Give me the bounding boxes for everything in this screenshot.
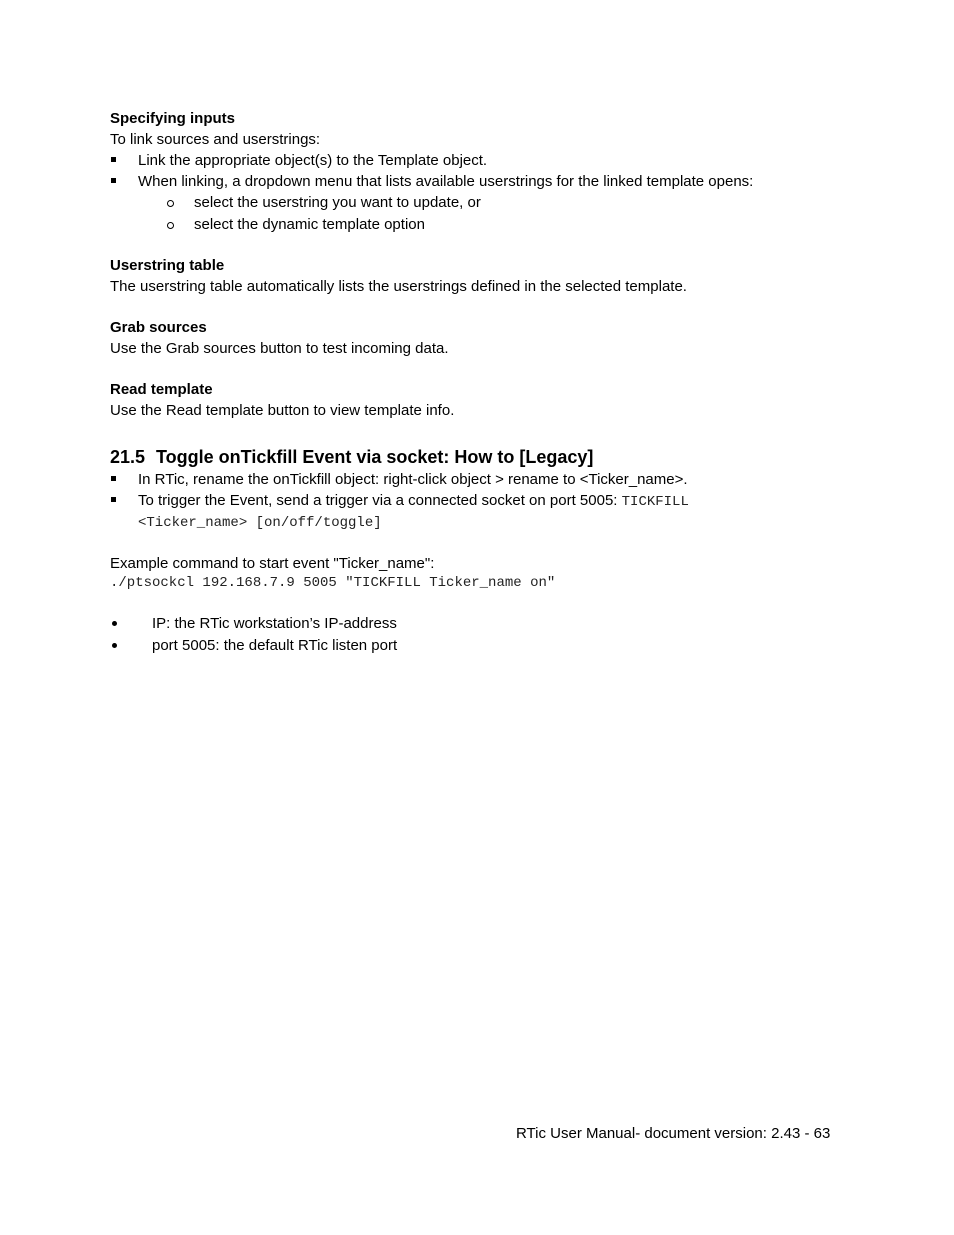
list-item: Link the appropriate object(s) to the Template object. bbox=[110, 150, 850, 171]
list-item: In RTic, rename the onTickfill object: right-click object > rename to <Ticker_name>. bbox=[110, 469, 850, 490]
section-title-21-5 bbox=[110, 445, 850, 469]
heading-specifying-inputs: Specifying inputs bbox=[110, 110, 236, 127]
read-template-text: Use the Read template button to view template info. bbox=[110, 402, 455, 419]
example-command-code: ./ptsockcl 192.168.7.9 5005 "TICKFILL Ticker_name on" bbox=[110, 575, 556, 591]
toggle-list bbox=[110, 469, 850, 533]
specifying-inputs-intro: To link sources and userstrings: bbox=[110, 131, 321, 148]
trigger-code-args: <Ticker_name> [on/off/toggle] bbox=[138, 515, 382, 531]
userstring-table-text: The userstring table automatically lists the userstrings defined in the selected template. bbox=[110, 278, 687, 295]
list-item: When linking, a dropdown menu that lists available userstrings for the linked template opens: bbox=[110, 171, 850, 192]
list-item bbox=[110, 490, 850, 533]
list-item: select the userstring you want to update, or bbox=[166, 192, 850, 214]
page-footer: RTic User Manual- document version: 2.43 - 63 bbox=[516, 1125, 831, 1142]
document-page bbox=[110, 109, 850, 657]
example-label: Example command to start event "Ticker_name": bbox=[110, 555, 435, 572]
heading-read-template: Read template bbox=[110, 381, 213, 398]
grab-sources-text: Use the Grab sources button to test incoming data. bbox=[110, 340, 449, 357]
heading-grab-sources: Grab sources bbox=[110, 319, 207, 336]
trigger-text: To trigger the Event, send a trigger via a connected socket on port 5005: bbox=[138, 492, 622, 509]
list-item: select the dynamic template option bbox=[166, 214, 850, 236]
specifying-inputs-sublist bbox=[110, 192, 850, 236]
heading-userstring-table: Userstring table bbox=[110, 257, 225, 274]
list-item: port 5005: the default RTic listen port bbox=[110, 635, 850, 657]
section-number: 21.5 bbox=[110, 447, 146, 467]
list-item: IP: the RTic workstation’s IP-address bbox=[110, 613, 850, 635]
trigger-code-command: TICKFILL bbox=[621, 494, 689, 510]
section-title-text: Toggle onTickfill Event via socket: How to [Legacy] bbox=[156, 447, 594, 467]
specifying-inputs-list bbox=[110, 150, 850, 192]
notes-list bbox=[110, 613, 850, 657]
